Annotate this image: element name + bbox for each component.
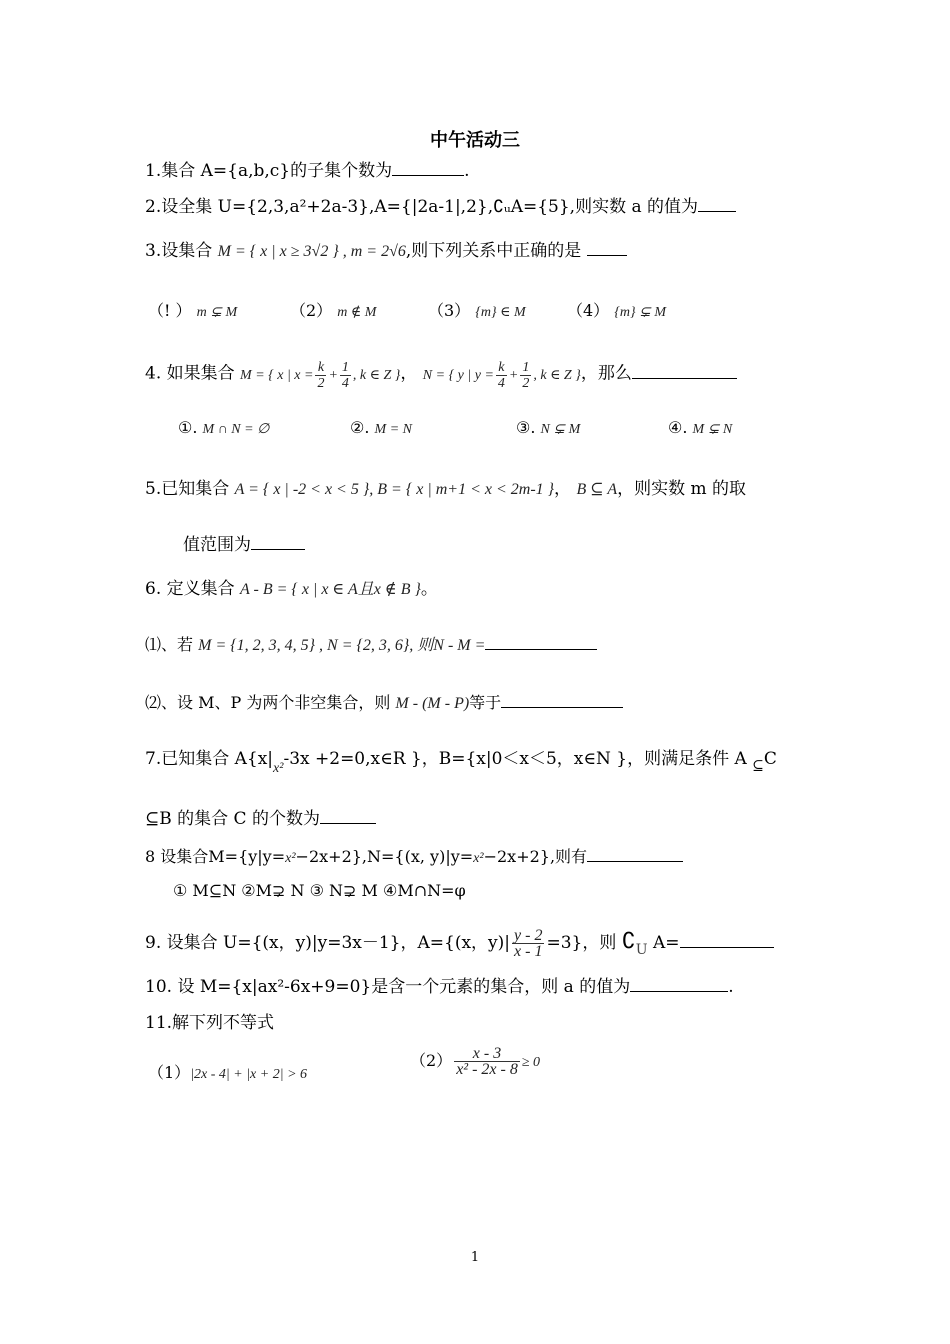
q4-n-k-den: 4 xyxy=(497,376,505,391)
q9-suffix: A= xyxy=(652,933,680,953)
q4-m-frac-k xyxy=(315,360,326,391)
q10-text: 10. 设 M={x|ax²-6x+9=0}是含一个元素的集合，则 a 的值为 xyxy=(145,977,631,997)
q11-part-1 xyxy=(148,1060,307,1083)
q9-eq: =3}，则 xyxy=(546,933,617,953)
q4-n-one-den: 2 xyxy=(522,376,530,391)
q6-p2-blank xyxy=(501,692,623,708)
q1-text: 1.集合 A={a,b,c}的子集个数为 xyxy=(145,161,393,181)
q6-p1-blank xyxy=(485,634,597,650)
q3-suffix: ,则下列关系中正确的是 xyxy=(405,241,582,261)
q4-n-right: , k ∈ Z } xyxy=(533,367,581,383)
q4-option-4 xyxy=(668,418,732,438)
q9-blank xyxy=(680,932,774,948)
q6-p2-prefix: ⑵、设 M、P 为两个非空集合，则 xyxy=(145,693,391,712)
question-9 xyxy=(145,928,774,959)
q6-p2-math: M - (M - P) xyxy=(395,695,470,712)
q9-prefix: 9. 设集合 U={(x，y)|y=3x－1}，A={(x，y)| xyxy=(145,933,511,953)
q6-prefix: 6. 定义集合 xyxy=(145,579,235,599)
q11-p1-label: （1） xyxy=(148,1063,191,1082)
question-11 xyxy=(145,1012,274,1034)
q8-sets-b: −2x+2},N={(x, y)|y= xyxy=(295,847,474,866)
q2-blank xyxy=(698,196,736,212)
q11-part-2 xyxy=(410,1046,540,1077)
q11-p2-fraction xyxy=(454,1046,520,1077)
q4-option-1 xyxy=(178,418,269,438)
q3-prefix: 3.设集合 xyxy=(145,241,213,261)
q5-set-b: , B = { x | m+1 < x < 2m-1 } xyxy=(369,481,555,498)
q7-subset: ⊆ xyxy=(752,758,764,774)
q5-blank xyxy=(251,534,305,550)
q8-suffix: 则有 xyxy=(555,847,588,866)
q4-comma: ， xyxy=(400,363,418,384)
q4-m-one: 1 xyxy=(341,360,349,375)
q1-end: . xyxy=(464,161,470,181)
q3-opt4: {m} ⊊ M xyxy=(614,305,666,320)
question-8 xyxy=(145,846,683,870)
q4-m-k-den: 2 xyxy=(317,376,325,391)
q3-opt3: {m} ∈ M xyxy=(475,305,526,320)
q4-n-plus: + xyxy=(508,367,519,383)
q4-opt1: M ∩ N = ∅ xyxy=(202,422,270,437)
q5-set-a: A = { x | -2 < x < 5 } xyxy=(234,481,370,498)
question-5-line-2 xyxy=(183,534,305,556)
q8-sets-c: −2x+2}, xyxy=(483,847,556,866)
q5-line2: 值范围为 xyxy=(183,535,251,555)
q5-prefix: 5.已知集合 xyxy=(145,479,230,499)
q11-p2-label: （2） xyxy=(410,1051,453,1070)
q4-blank xyxy=(632,363,737,379)
q7-c: C xyxy=(763,749,777,769)
q3-option-4 xyxy=(567,298,666,321)
q4-opt3-label: ③. xyxy=(516,418,536,437)
q3-option-3 xyxy=(428,298,526,321)
q8-sets-a: M={y|y= xyxy=(208,847,286,866)
q5-sep: ， xyxy=(554,479,572,499)
question-5 xyxy=(145,478,746,501)
question-4 xyxy=(145,360,737,391)
q8-prefix: 8 设集合 xyxy=(145,847,209,866)
q4-m-one-den: 4 xyxy=(341,376,349,391)
question-2 xyxy=(145,196,736,218)
q3-opt1-label: （! ） xyxy=(148,301,192,320)
q9-complement: ∁ xyxy=(621,929,636,954)
q9-fraction xyxy=(512,928,544,959)
q7-blank xyxy=(320,808,376,824)
q9-frac-den: x - 1 xyxy=(514,943,543,960)
q10-end: . xyxy=(728,977,734,997)
q5-condition: B ⊆ A xyxy=(576,481,618,498)
q4-opt4-label: ④. xyxy=(668,418,688,437)
q8-blank xyxy=(587,846,683,862)
q3-opt1: m ⊊ M xyxy=(196,305,238,320)
q4-m-plus: + xyxy=(328,367,338,383)
q4-m-k: k xyxy=(315,360,326,376)
q4-n-frac-k xyxy=(496,360,507,391)
q4-prefix: 4. 如果集合 xyxy=(145,363,235,384)
q11-p1-math: |2x - 4| + |x + 2| > 6 xyxy=(190,1067,308,1082)
q3-blank xyxy=(587,240,627,256)
q9-frac-num: y - 2 xyxy=(514,927,543,944)
q3-option-2 xyxy=(290,298,376,321)
question-10 xyxy=(145,976,734,998)
q10-blank xyxy=(630,976,728,992)
q4-option-2 xyxy=(350,418,412,438)
q4-opt2-label: ②. xyxy=(350,418,370,437)
q4-opt1-label: ①. xyxy=(178,418,198,437)
q3-opt2: m ∉ M xyxy=(337,305,377,320)
q4-opt4: M ⊊ N xyxy=(692,422,733,437)
question-1 xyxy=(145,160,470,182)
q9-complement-sub: U xyxy=(635,942,648,958)
q6-p1-math: M = {1, 2, 3, 4, 5} , N = {2, 3, 6}, 则N - M = xyxy=(198,637,486,654)
q7-mid: -3x +2=0,x∈R }，B={x|0＜x＜5，x∈N }，则满足条件 A xyxy=(283,749,747,769)
q11-p2-den: x² - 2x - 8 xyxy=(456,1061,518,1078)
page-number: 1 xyxy=(470,1250,480,1265)
question-7 xyxy=(145,748,777,776)
q3-opt2-label: （2） xyxy=(290,301,333,320)
q6-p2-suffix: 等于 xyxy=(469,693,502,712)
q4-n-frac-one xyxy=(520,360,531,391)
question-6 xyxy=(145,578,438,601)
q6-end: 。 xyxy=(420,579,438,599)
q8-sets-x2a: x² xyxy=(285,851,296,866)
q3-opt4-label: （4） xyxy=(567,301,610,320)
q4-m-left: M = { x | x = xyxy=(240,367,314,383)
question-6-part-2 xyxy=(145,692,623,715)
q4-option-3 xyxy=(516,418,580,438)
q7-x2: x² xyxy=(273,761,284,776)
q8-options: ① M⊆N ②M⊋ N ③ N⊋ M ④M∩N=φ xyxy=(173,881,466,900)
q11-text: 11.解下列不等式 xyxy=(145,1013,275,1033)
q7-prefix: 7.已知集合 A{x| xyxy=(145,749,274,769)
q4-opt3: N ⊊ M xyxy=(540,422,581,437)
q7-line2: ⊆B 的集合 C 的个数为 xyxy=(145,809,320,829)
q4-set-n xyxy=(422,360,581,391)
q1-blank xyxy=(392,160,464,176)
q3-set: M = { x | x ≥ 3√2 } , m = 2√6 xyxy=(217,243,406,260)
question-6-part-1 xyxy=(145,634,597,657)
page-title: 中午活动三 xyxy=(430,130,520,151)
q2-text: 2.设全集 U={2,3,a²+2a-3},A={|2a-1|,2},∁ᵤA={5},则实数 a 的值为 xyxy=(145,197,699,217)
q4-set-m xyxy=(240,360,401,391)
q4-m-frac-one xyxy=(340,360,351,391)
q4-suffix: ，那么 xyxy=(580,363,632,384)
q4-n-one: 1 xyxy=(522,360,530,375)
question-3 xyxy=(145,240,627,263)
q11-p2-num: x - 3 xyxy=(454,1046,520,1062)
q3-option-1 xyxy=(148,298,237,321)
q8-sets-x2b: x² xyxy=(473,851,484,866)
q4-m-right: , k ∈ Z } xyxy=(352,367,401,383)
q6-definition: A - B = { x | x ∈ A且x ∉ B } xyxy=(240,581,421,598)
q4-n-k: k xyxy=(496,360,507,376)
question-7-line-2 xyxy=(145,808,376,830)
q4-n-left: N = { y | y = xyxy=(422,367,494,383)
q3-opt3-label: （3） xyxy=(428,301,471,320)
q5-suffix: ，则实数 m 的取 xyxy=(617,479,747,499)
q4-opt2: M = N xyxy=(374,422,412,437)
q11-p2-rel: ≥ 0 xyxy=(521,1055,541,1070)
q6-p1-prefix: ⑴、若 xyxy=(145,635,194,654)
